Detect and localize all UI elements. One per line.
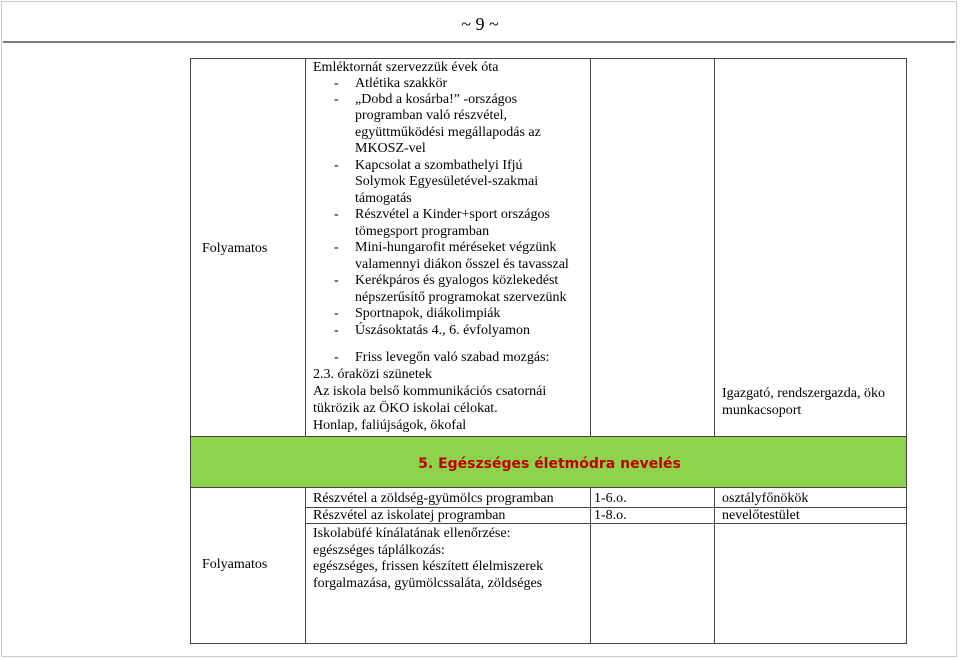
- responsible-cell: [714, 58, 907, 437]
- activity-line: népszerűsítő programokat szervezünk: [355, 290, 567, 305]
- activity-line: 2.3. óraközi szünetek: [313, 367, 432, 382]
- list-bullet: -: [334, 207, 339, 222]
- list-bullet: -: [334, 350, 339, 365]
- activity-line: Honlap, faliújságok, ökofal: [313, 418, 467, 433]
- activity-line: „Dobd a kosárba!” -országos: [355, 92, 518, 107]
- activity-line: Kapcsolat a szombathelyi Ifjú: [355, 158, 523, 173]
- activity-line: programban való részvétel,: [355, 108, 507, 123]
- activity-line: Az iskola belső kommunikációs csatornái: [313, 384, 547, 399]
- section-header: [190, 436, 907, 488]
- activity-line: Úszásoktatás 4., 6. évfolyamon: [355, 323, 530, 338]
- list-bullet: -: [334, 158, 339, 173]
- list-bullet: -: [334, 306, 339, 321]
- activity-line: egészséges, frissen készített élelmiszerek: [313, 559, 544, 574]
- activity-line: valamennyi diákon ősszel és tavasszal: [355, 257, 569, 272]
- activity-line: együttműködési megállapodás az: [355, 125, 541, 140]
- activity-line: Emléktornát szervezzük évek óta: [313, 60, 499, 75]
- activity-line: Kerékpáros és gyalogos közlekedést: [355, 273, 559, 288]
- list-bullet: -: [334, 76, 339, 91]
- grade-text: 1-8.o.: [594, 508, 627, 523]
- activity-line: Friss levegőn való szabad mozgás:: [355, 350, 550, 365]
- activity-line: Solymok Egyesületével-szakmai: [355, 174, 539, 189]
- deadline-cell: [590, 58, 715, 437]
- activity-line: Mini-hungarofit méréseket végzünk: [355, 240, 557, 255]
- activity-line: egészséges táplálkozás:: [313, 543, 445, 558]
- activity-line: Sportnapok, diákolimpiák: [355, 306, 501, 321]
- page-number: ~ 9 ~: [461, 14, 499, 34]
- list-bullet: -: [334, 240, 339, 255]
- responsible-text: munkacsoport: [722, 403, 802, 418]
- list-bullet: -: [334, 323, 339, 338]
- activity-line: tömegsport programban: [355, 224, 490, 239]
- header-rule: [3, 41, 955, 43]
- section-title: 5. Egészséges életmódra nevelés: [418, 456, 681, 472]
- activity-line: támogatás: [355, 191, 412, 206]
- list-bullet: -: [334, 273, 339, 288]
- activity-line: tükrözik az ÖKO iskolai célokat.: [313, 401, 498, 416]
- status-text: Folyamatos: [202, 241, 268, 256]
- responsible-text: nevelőtestület: [722, 508, 800, 523]
- activity-line: MKOSZ-vel: [355, 141, 426, 156]
- activity-line: Részvétel a Kinder+sport országos: [355, 207, 550, 222]
- responsible-text: Igazgató, rendszergazda, öko: [722, 386, 885, 401]
- grade-text: 1-6.o.: [594, 491, 627, 506]
- activity-line: forgalmazása, gyümölcssaláta, zöldséges: [313, 576, 543, 591]
- status-text: Folyamatos: [202, 557, 268, 572]
- activity-line: Iskolabüfé kínálatának ellenőrzése:: [313, 526, 511, 541]
- list-bullet: -: [334, 92, 339, 107]
- activity-line: Részvétel az iskolatej programban: [313, 508, 506, 523]
- activity-line: Részvétel a zöldség-gyümölcs programban: [313, 491, 554, 506]
- activity-line: Atlétika szakkör: [355, 76, 448, 91]
- responsible-text: osztályfőnökök: [722, 491, 809, 506]
